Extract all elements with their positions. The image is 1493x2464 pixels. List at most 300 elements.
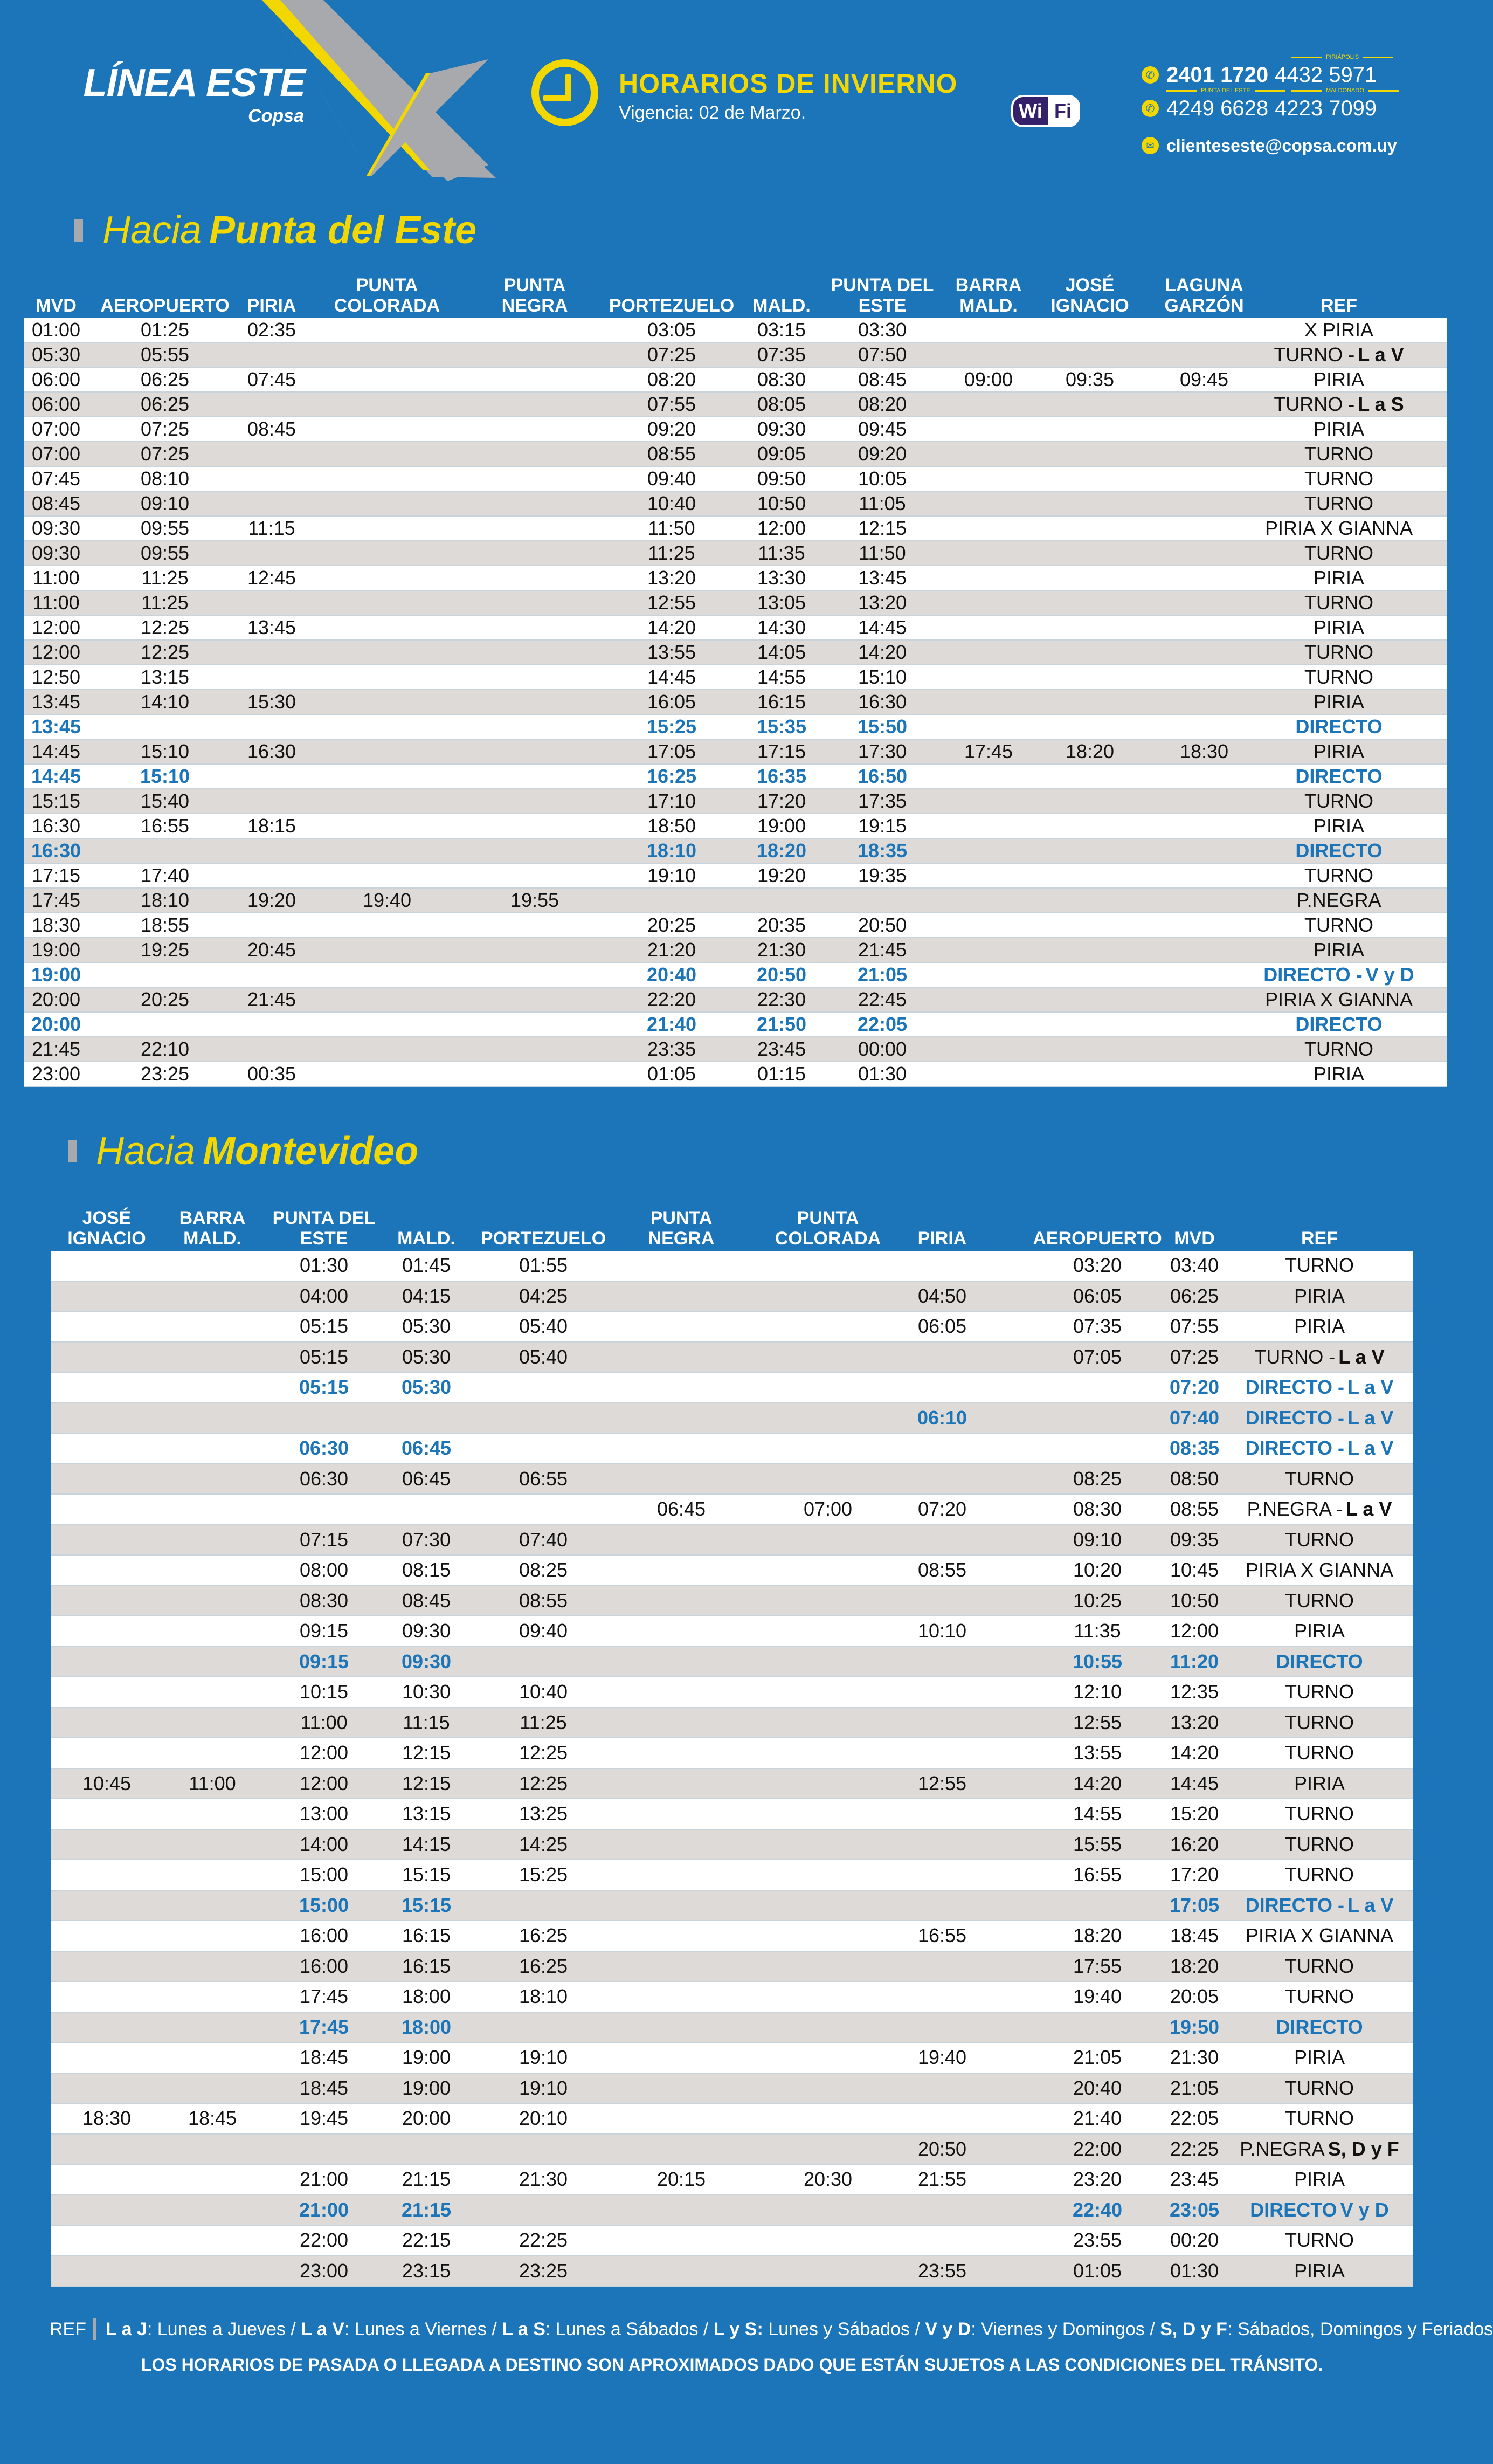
time-cell: 10:05 [858, 467, 907, 490]
time-cell: 11:00 [32, 591, 80, 614]
time-cell: 07:45 [31, 467, 81, 490]
ref-cell [1295, 1013, 1382, 1036]
table-row [24, 318, 1447, 343]
ref-qualifier: L a V [1346, 1498, 1392, 1520]
time-cell: 23:05 [1169, 2198, 1220, 2221]
time-cell: 01:05 [1073, 2259, 1122, 2282]
time-cell: 08:25 [519, 1559, 568, 1581]
time-cell: 19:20 [247, 889, 296, 911]
time-cell: 22:05 [857, 1013, 908, 1035]
legend-meaning: : Lunes a Jueves / [147, 2318, 301, 2339]
column-header: MVD [36, 295, 77, 316]
table-row [24, 740, 1447, 765]
ref-cell [1285, 1251, 1354, 1281]
ref-legend [50, 2318, 1493, 2340]
table-row [51, 2135, 1413, 2165]
ref-cell [1276, 1647, 1363, 1677]
ref-text: TURNO [1285, 1863, 1354, 1886]
time-cell: 15:10 [140, 740, 190, 762]
ref-cell [1304, 789, 1373, 813]
table-row [24, 492, 1447, 517]
time-cell: 18:45 [188, 2107, 237, 2130]
time-cell: 08:50 [1170, 1467, 1219, 1490]
table-row [24, 343, 1447, 368]
ref-text: DIRECTO [1295, 1013, 1383, 1035]
time-cell: 17:15 [31, 864, 81, 886]
table-row [51, 1860, 1413, 1891]
time-cell: 08:35 [1169, 1437, 1220, 1460]
time-cell: 16:55 [140, 815, 190, 837]
time-cell: 15:15 [31, 790, 81, 812]
ref-text: DIRECTO [1276, 1650, 1363, 1673]
column-header: PORTEZUELO [480, 1228, 606, 1249]
time-cell: 23:00 [31, 1063, 81, 1085]
time-cell: 16:30 [31, 839, 81, 862]
header [0, 0, 1464, 183]
time-cell: 19:45 [299, 2107, 349, 2130]
time-cell: 18:30 [1179, 740, 1229, 762]
time-cell: 19:10 [519, 2046, 568, 2069]
table-row [24, 839, 1447, 864]
column-header: JOSÉ IGNACIO [1050, 275, 1129, 316]
time-cell: 20:35 [757, 914, 806, 936]
legend-code: V y D [925, 2318, 971, 2339]
column-header: MALD. [397, 1228, 455, 1249]
ref-text: PIRIA [1313, 815, 1365, 837]
time-cell: 20:40 [1073, 2076, 1122, 2099]
column-header: PUNTA NEGRA [648, 1208, 715, 1249]
time-cell: 21:05 [1073, 2046, 1122, 2069]
phone-maldonado[interactable]: 4223 7099 [1275, 96, 1377, 120]
legend-code: L a S [502, 2318, 545, 2339]
time-cell: 05:55 [140, 343, 190, 366]
phone-punta-del-este[interactable]: 4249 6628 [1166, 96, 1269, 120]
time-cell: 16:55 [917, 1924, 967, 1947]
ref-cell [1314, 368, 1364, 391]
title-prefix: Hacia [96, 1130, 196, 1173]
time-cell: 20:25 [647, 914, 696, 936]
time-cell: 14:20 [1170, 1742, 1219, 1764]
time-cell: 18:30 [31, 914, 81, 936]
ref-text: PIRIA [1313, 368, 1365, 390]
table-row [51, 1373, 1413, 1403]
ref-text: DIRECTO - [1263, 963, 1363, 986]
time-cell: 11:20 [1170, 1650, 1219, 1673]
time-cell: 04:50 [917, 1284, 967, 1307]
time-cell: 00:35 [247, 1063, 296, 1085]
time-cell: 20:50 [917, 2137, 967, 2160]
email-row [1142, 129, 1411, 162]
time-cell: 00:00 [858, 1038, 907, 1060]
time-cell: 21:05 [1170, 2076, 1219, 2099]
ref-cell [1246, 1556, 1393, 1585]
ref-text: P.NEGRA - [1247, 1498, 1343, 1520]
time-cell: 10:30 [402, 1681, 451, 1703]
column-header: AEROPUERTO [100, 295, 230, 316]
time-cell: 16:15 [757, 691, 806, 713]
ref-cell [1246, 1373, 1394, 1402]
time-cell: 15:40 [140, 790, 190, 812]
time-cell: 11:50 [859, 542, 906, 564]
time-cell: 08:10 [140, 467, 190, 490]
time-cell: 09:15 [299, 1650, 349, 1673]
time-cell: 22:30 [757, 988, 806, 1010]
time-cell: 07:40 [1169, 1406, 1220, 1429]
ref-text: TURNO [1285, 1742, 1354, 1764]
time-cell: 08:30 [757, 368, 806, 390]
table-row [51, 1464, 1413, 1495]
table-row [24, 889, 1447, 913]
table-row [51, 1799, 1413, 1830]
time-cell: 03:05 [647, 319, 696, 341]
column-header: AEROPUERTO [1033, 1228, 1162, 1249]
table-row [51, 1616, 1413, 1647]
contact-block [1142, 54, 1411, 162]
time-cell: 21:00 [299, 2168, 349, 2191]
ref-text: TURNO [1285, 1711, 1354, 1733]
time-cell: 00:20 [1170, 2229, 1219, 2252]
time-cell: 17:05 [647, 740, 696, 762]
time-cell: 14:30 [757, 616, 806, 638]
time-cell: 14:15 [402, 1833, 451, 1855]
table-row [51, 2195, 1413, 2226]
ref-text: TURNO [1285, 1833, 1354, 1855]
ref-text: DIRECTO - [1245, 1894, 1344, 1916]
time-cell: 09:30 [757, 418, 806, 440]
table-row [24, 864, 1447, 889]
ref-qualifier: L a V [1358, 343, 1404, 366]
time-cell: 14:05 [757, 641, 806, 663]
time-cell: 08:45 [402, 1589, 451, 1612]
time-cell: 19:40 [917, 2046, 967, 2069]
time-cell: 21:30 [1170, 2046, 1219, 2069]
ref-text: PIRIA [1313, 691, 1365, 713]
time-cell: 16:15 [402, 1954, 451, 1977]
time-cell: 03:20 [1073, 1254, 1122, 1277]
time-cell: 19:00 [31, 939, 81, 961]
time-cell: 19:25 [140, 939, 190, 961]
time-cell: 09:45 [858, 418, 907, 440]
time-cell: 18:35 [857, 839, 908, 862]
time-cell: 13:20 [1170, 1711, 1219, 1733]
time-cell: 09:40 [647, 467, 696, 490]
time-cell: 05:30 [31, 343, 81, 366]
ref-qualifier: V y D [1365, 963, 1414, 986]
time-cell: 08:15 [402, 1559, 451, 1581]
ref-cell [1304, 665, 1373, 689]
time-cell: 11:00 [32, 567, 80, 589]
time-cell: 07:55 [1170, 1315, 1219, 1338]
ref-cell [1295, 839, 1382, 863]
time-cell: 08:30 [299, 1589, 349, 1612]
time-cell: 16:05 [647, 691, 696, 713]
time-cell: 12:00 [31, 641, 81, 663]
time-cell: 11:00 [189, 1772, 236, 1794]
time-cell: 16:35 [756, 765, 807, 787]
tag-maldonado: MALDONADO [1291, 87, 1399, 94]
title-main: Montevideo [203, 1130, 419, 1173]
time-cell: 16:20 [1170, 1833, 1219, 1855]
ref-text: DIRECTO - [1245, 1376, 1344, 1399]
time-cell: 13:15 [402, 1802, 451, 1825]
time-cell: 07:00 [803, 1498, 853, 1520]
ref-cell [1285, 2226, 1354, 2255]
ref-text: PIRIA [1294, 1620, 1345, 1642]
time-cell: 17:35 [858, 790, 907, 812]
time-cell: 06:25 [140, 368, 190, 390]
time-cell: 06:45 [656, 1498, 706, 1520]
legend-meaning: : Sábados, Domingos y Feriados [1227, 2318, 1493, 2339]
ref-cell [1250, 2195, 1388, 2225]
time-cell: 07:25 [140, 443, 190, 465]
ref-cell [1314, 566, 1364, 590]
time-cell: 19:40 [362, 889, 412, 911]
time-cell: 09:35 [1170, 1528, 1219, 1551]
table-row [24, 765, 1447, 789]
column-header: REF [1321, 295, 1357, 316]
time-cell: 13:20 [858, 591, 907, 614]
table-row [24, 393, 1447, 417]
email-link[interactable]: clienteseste@copsa.com.uy [1166, 135, 1397, 155]
time-cell: 01:30 [1170, 2259, 1219, 2282]
ref-text: TURNO [1285, 2107, 1354, 2130]
ref-text: DIRECTO - [1245, 1406, 1344, 1429]
table-row [24, 1037, 1447, 1062]
ref-cell [1276, 2013, 1363, 2042]
table-row [51, 1556, 1413, 1586]
time-cell: 21:50 [756, 1013, 807, 1035]
time-cell: 21:05 [857, 963, 908, 986]
table-row [51, 1982, 1413, 2013]
legend-meaning: : Lunes a Viernes / [344, 2318, 502, 2339]
time-cell: 14:20 [858, 641, 907, 663]
time-cell: 15:25 [646, 715, 697, 738]
ref-cell [1285, 2074, 1354, 2103]
phone-piriapolis[interactable]: 4432 5971 [1275, 63, 1377, 87]
ref-text: TURNO [1285, 1681, 1354, 1703]
ref-text: TURNO [1304, 443, 1373, 465]
time-cell: 09:30 [31, 517, 81, 539]
title-main: Punta del Este [209, 209, 477, 252]
ref-qualifier: S, D y F [1328, 2137, 1399, 2160]
ref-text: TURNO [1285, 1589, 1354, 1612]
ref-text: PIRIA [1294, 2046, 1345, 2069]
time-cell: 09:10 [1073, 1528, 1122, 1551]
time-cell: 23:55 [1073, 2229, 1122, 2252]
time-cell: 15:00 [299, 1863, 349, 1886]
time-cell: 14:45 [31, 765, 81, 787]
phone-icon: ✆ [1142, 66, 1159, 84]
legend-meaning: : Viernes y Domingos / [971, 2318, 1160, 2339]
ref-text: PIRIA [1313, 939, 1365, 961]
table-row [24, 467, 1447, 492]
time-cell: 07:25 [1170, 1345, 1219, 1368]
time-cell: 10:45 [82, 1772, 132, 1794]
phone-main[interactable]: 2401 1720 [1166, 63, 1269, 87]
ref-text: PIRIA [1294, 1315, 1345, 1338]
time-cell: 22:15 [402, 2229, 451, 2252]
time-cell: 15:50 [857, 715, 908, 738]
time-cell: 21:45 [31, 1038, 81, 1060]
ref-cell [1285, 1830, 1354, 1860]
time-cell: 11:25 [520, 1711, 567, 1733]
time-cell: 16:55 [1073, 1863, 1122, 1886]
column-header: PUNTA COLORADA [775, 1208, 881, 1249]
ref-text: P.NEGRA [1296, 889, 1381, 911]
column-header: PUNTA DEL ESTE [831, 275, 934, 316]
table-row [51, 2256, 1413, 2287]
table-row [51, 1830, 1413, 1861]
time-cell: 05:15 [299, 1345, 349, 1368]
time-cell: 18:00 [401, 2015, 452, 2038]
time-cell: 11:05 [859, 492, 906, 514]
time-cell: 09:40 [519, 1620, 568, 1642]
table-row [24, 665, 1447, 690]
time-cell: 01:25 [140, 319, 190, 341]
time-cell: 05:30 [402, 1315, 451, 1338]
legend-code: L y S: [713, 2318, 763, 2339]
table-row [24, 566, 1447, 591]
time-cell: 14:10 [140, 691, 190, 713]
time-cell: 12:55 [647, 591, 696, 614]
time-cell: 09:00 [964, 368, 1013, 390]
table-row [51, 2165, 1413, 2195]
time-cell: 06:55 [519, 1467, 568, 1490]
time-cell: 06:10 [917, 1406, 967, 1429]
time-cell: 05:30 [402, 1345, 451, 1368]
time-cell: 19:55 [510, 889, 559, 911]
time-cell: 17:20 [1170, 1863, 1219, 1886]
time-cell: 03:15 [757, 319, 806, 341]
ref-qualifier: L a V [1347, 1406, 1394, 1429]
phone-row-secondary [1142, 87, 1411, 125]
table-row [24, 963, 1447, 988]
ref-text: TURNO - [1274, 343, 1355, 366]
time-cell: 08:25 [1073, 1467, 1122, 1490]
brand-name: LÍNEA ESTE [83, 61, 305, 105]
table-row [24, 417, 1447, 442]
time-cell: 12:50 [31, 666, 81, 688]
time-cell: 17:05 [1169, 1894, 1220, 1916]
time-cell: 19:40 [1073, 1985, 1122, 2008]
time-cell: 19:10 [519, 2076, 568, 2099]
time-cell: 23:25 [140, 1063, 190, 1085]
table-row [24, 368, 1447, 393]
legend-code: S, D y F [1160, 2318, 1227, 2339]
time-cell: 10:15 [299, 1681, 349, 1703]
time-cell: 12:55 [917, 1772, 967, 1794]
time-cell: 20:50 [858, 914, 907, 936]
time-cell: 21:40 [646, 1013, 697, 1035]
column-header: LAGUNA GARZÓN [1164, 275, 1244, 316]
time-cell: 10:25 [1073, 1589, 1122, 1612]
ref-text: TURNO [1304, 1038, 1373, 1060]
time-cell: 14:00 [299, 1833, 349, 1855]
ref-text: TURNO [1285, 1528, 1354, 1551]
ref-cell [1246, 1891, 1394, 1921]
time-cell: 22:20 [647, 988, 696, 1010]
time-cell: 14:20 [1073, 1772, 1122, 1794]
time-cell: 09:15 [299, 1620, 349, 1642]
ref-text: PIRIA [1313, 1063, 1365, 1085]
time-cell: 10:50 [757, 492, 806, 514]
table-row [24, 1013, 1447, 1037]
ref-text: TURNO [1285, 1254, 1354, 1277]
time-cell: 05:40 [519, 1345, 568, 1368]
table-row [51, 1921, 1413, 1952]
time-cell: 12:10 [1073, 1681, 1122, 1703]
time-cell: 07:30 [402, 1528, 451, 1551]
time-cell: 13:05 [757, 591, 806, 614]
time-cell: 12:00 [31, 616, 81, 638]
table-row [24, 442, 1447, 467]
time-cell: 12:00 [757, 517, 806, 539]
time-cell: 22:25 [519, 2229, 568, 2252]
ref-cell [1304, 1037, 1373, 1061]
time-cell: 07:00 [31, 418, 81, 440]
ref-text: DIRECTO [1276, 2015, 1363, 2038]
time-cell: 15:15 [402, 1863, 451, 1886]
ref-text: PIRIA [1294, 1284, 1345, 1307]
time-cell: 20:50 [756, 963, 807, 986]
table-row [51, 1769, 1413, 1800]
time-cell: 17:40 [140, 864, 190, 886]
time-cell: 21:30 [757, 939, 806, 961]
time-cell: 12:35 [1170, 1681, 1219, 1703]
envelope-icon: ✉ [1142, 137, 1159, 154]
time-cell: 06:45 [401, 1437, 452, 1460]
ref-cell [1314, 740, 1364, 763]
ref-text: TURNO [1285, 1985, 1354, 2008]
time-cell: 17:15 [757, 740, 806, 762]
time-cell: 07:05 [1073, 1345, 1122, 1368]
time-cell: 14:55 [757, 666, 806, 688]
time-cell: 10:55 [1072, 1650, 1123, 1673]
legend-code: L a V [301, 2318, 344, 2339]
tag-piriapolis: PIRIÁPOLIS [1291, 54, 1393, 60]
ref-cell [1265, 517, 1413, 540]
time-cell: 09:05 [757, 443, 806, 465]
time-cell: 20:25 [140, 988, 190, 1010]
time-cell: 16:30 [247, 740, 296, 762]
time-cell: 11:25 [648, 542, 695, 564]
time-cell: 11:25 [141, 567, 189, 589]
time-cell: 03:40 [1170, 1254, 1219, 1277]
time-cell: 21:00 [299, 2198, 349, 2221]
table-row [24, 988, 1447, 1013]
ref-text: TURNO [1285, 1802, 1354, 1825]
time-cell: 23:45 [757, 1038, 806, 1060]
time-cell: 07:20 [917, 1498, 967, 1520]
column-header: PUNTA COLORADA [334, 275, 440, 316]
time-cell: 23:55 [917, 2259, 967, 2282]
table-row [24, 938, 1447, 963]
time-cell: 17:55 [1073, 1954, 1122, 1977]
time-cell: 15:20 [1170, 1802, 1219, 1825]
time-cell: 12:55 [1073, 1711, 1122, 1733]
ref-cell [1285, 1677, 1354, 1707]
time-cell: 14:45 [647, 666, 696, 688]
ref-text: TURNO - [1254, 1345, 1336, 1368]
ref-cell [1240, 2135, 1399, 2164]
time-cell: 21:15 [401, 2198, 452, 2221]
time-cell: 21:45 [247, 988, 296, 1010]
time-cell: 16:50 [857, 765, 908, 787]
time-cell: 16:00 [299, 1924, 349, 1947]
ref-text: TURNO [1304, 542, 1373, 564]
time-cell: 13:55 [1073, 1742, 1122, 1764]
time-cell: 23:45 [1170, 2168, 1219, 2191]
